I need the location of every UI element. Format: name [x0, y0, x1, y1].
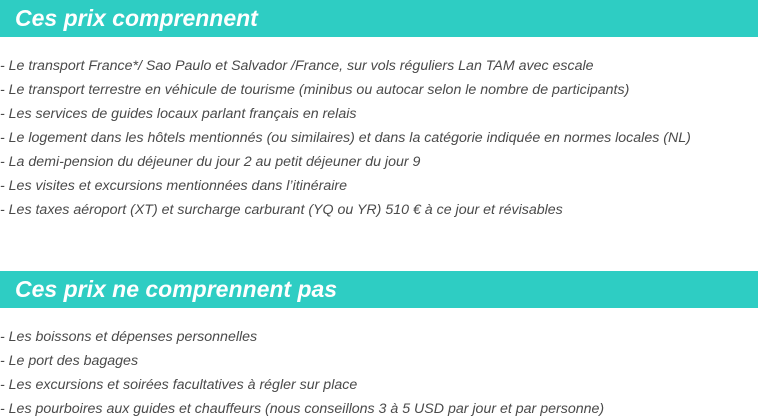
list-item: - Les visites et excursions mentionnées dans l’itinéraire: [0, 174, 758, 198]
list-item: - La demi-pension du déjeuner du jour 2 au petit déjeuner du jour 9: [0, 150, 758, 174]
list-item: - Les pourboires aux guides et chauffeurs (nous conseillons 3 à 5 USD par jour et par personne): [0, 397, 758, 420]
includes-section-title: Ces prix comprennent: [0, 0, 758, 37]
list-item: - Les services de guides locaux parlant français en relais: [0, 102, 758, 126]
list-item: - Les excursions et soirées facultatives à régler sur place: [0, 373, 758, 397]
list-item: - Les taxes aéroport (XT) et surcharge carburant (YQ ou YR) 510 € à ce jour et révisables: [0, 198, 758, 222]
list-item: - Le port des bagages: [0, 349, 758, 373]
list-item: - Les boissons et dépenses personnelles: [0, 325, 758, 349]
list-item: - Le transport France*/ Sao Paulo et Salvador /France, sur vols réguliers Lan TAM avec escale: [0, 54, 758, 78]
list-item: - Le transport terrestre en véhicule de tourisme (minibus ou autocar selon le nombre de participants): [0, 78, 758, 102]
excludes-section-title: Ces prix ne comprennent pas: [0, 271, 758, 308]
excludes-list: [0, 325, 758, 420]
includes-list: [0, 54, 758, 222]
list-item: - Le logement dans les hôtels mentionnés (ou similaires) et dans la catégorie indiquée en normes locales (NL): [0, 126, 758, 150]
